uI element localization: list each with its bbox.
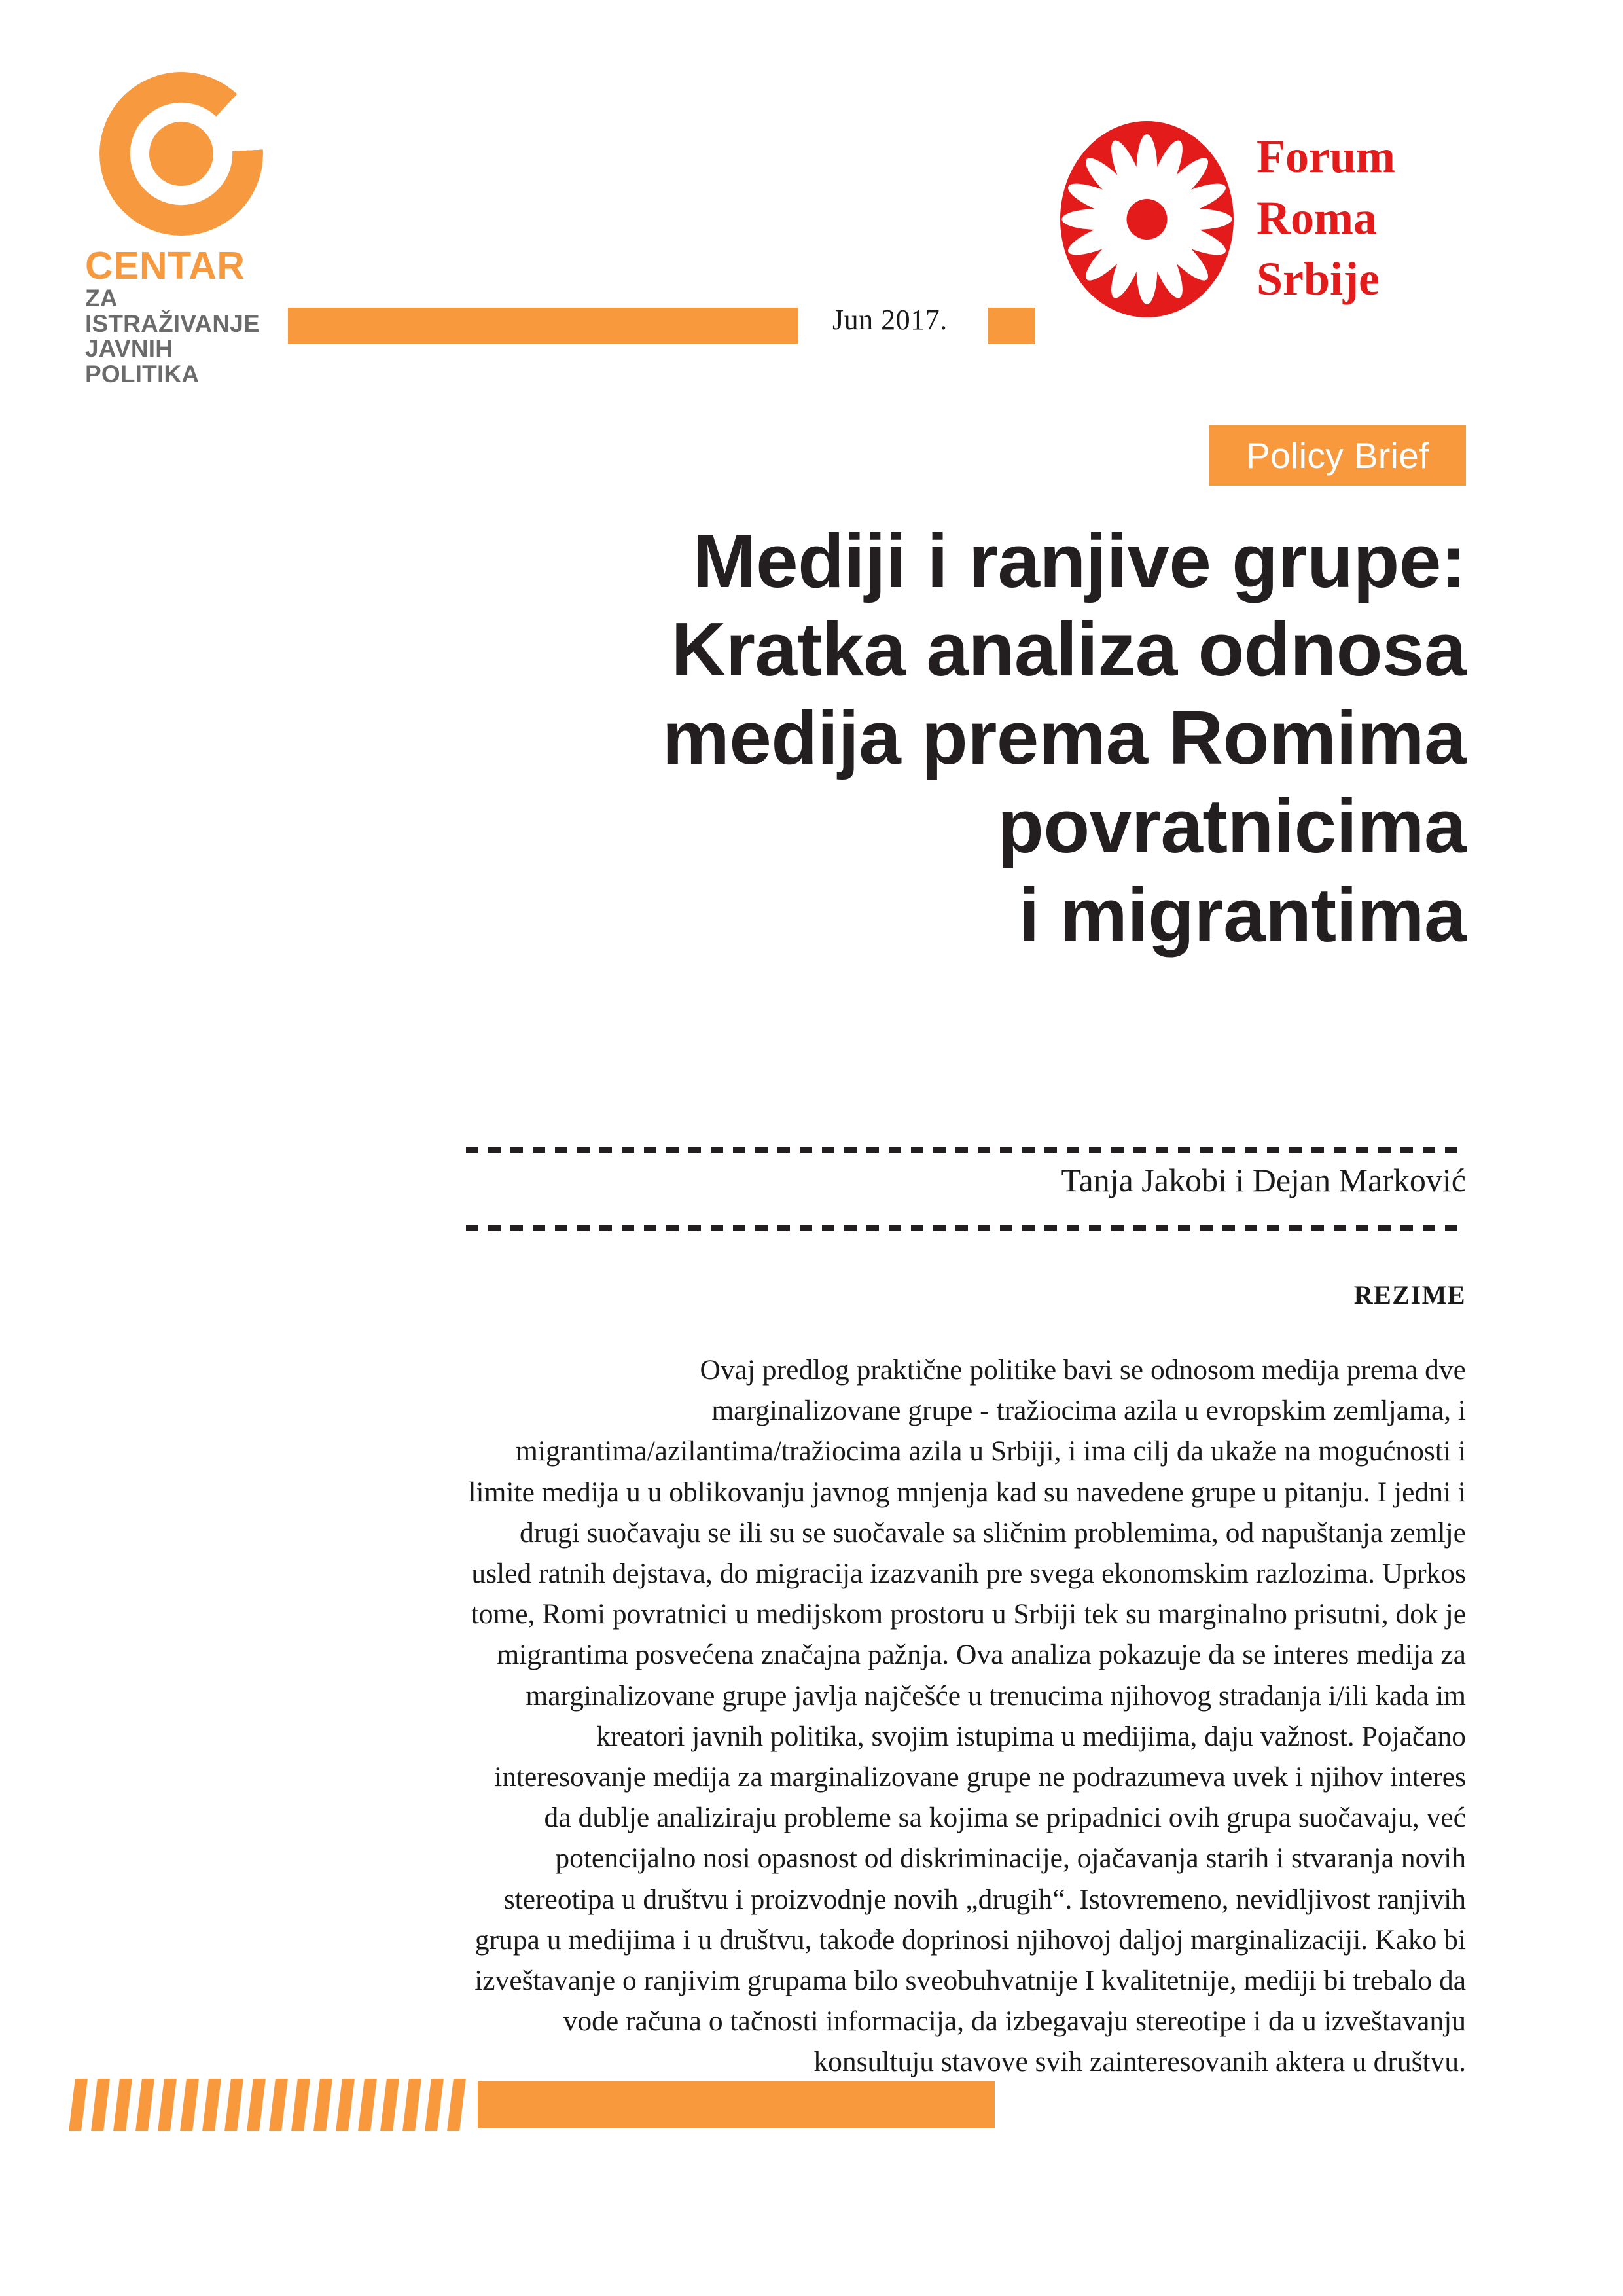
centar-c-mark-icon [99,72,263,236]
footer-stripe [247,2079,266,2131]
centar-logo [85,72,288,387]
title-line-2: Kratka analiza odnosa [671,607,1466,692]
page-title [366,517,1466,960]
frs-line-2: Roma [1257,191,1377,244]
footer-stripe [69,2079,88,2131]
footer-stripe [158,2079,177,2131]
abstract-body: Ovaj predlog praktične politike bavi se odnosom medija prema dve marginalizovane grupe - tražiocima azila u evropskim zemljama, i migrantima/azilantima/tražiocima azila u Srbiji, i ima cilj da ukaže na mogućnosti i limite medija u u oblikovanju javnog mnjenja kad su navedene grupe u pitanju. I jedni i drugi suočavaju se ili su se suočavale sa sličnim problemima, od napuštanja zemlje usled ratnih dejstava, do migracija izazvanih pre svega ekonomskim razlozima. Uprkos tome, Romi povratnici u medijskom prostoru u Srbiji tek su marginalno prisutni, dok je migrantima posvećena značajna pažnja. Ova analiza pokazuje da se interes medija za marginalizovane grupe javlja najčešće u trenucima njihovog stradanja i/ili kada im kreatori javnih politika, svojim istupima u medijima, daju važnost. Pojačano interesovanje medija za marginalizovane grupe ne podrazumeva uvek i njihov interes da dublje analiziraju probleme sa kojima se pripadnici ovih grupa suočavaju, već potencijalno nosi opasnost od diskriminacije, ojačavanja starih i stvaranja novih stereotipa u društvu i proizvodnje novih „drugih“. Istovremeno, nevidljivost ranjivih grupa u medijima i u društvu, takođe doprinosi njihovoj daljoj marginalizaciji. Kako bi izveštavanje o ranjivim grupama bilo sveobuhvatnije I kvalitetnije, mediji bi trebalo da vode računa o tačnosti informacija, da izbegavaju stereotipe i da u izveštavanju konsultuju stavove svih zainteresovanih aktera u društvu. [468,1354,1466,2078]
header-accent-bar-short [988,308,1035,344]
footer-stripe [224,2079,243,2131]
page-header [0,0,1623,387]
header-accent-bar-long [288,308,798,344]
centar-wordmark [85,246,288,387]
frs-wordmark [1257,126,1395,310]
forum-roma-srbije-logo [1060,121,1518,337]
title-line-1: Mediji i ranjive grupe: [693,518,1466,603]
footer-stripe [135,2079,154,2131]
footer-stripe [313,2079,332,2131]
footer-stripe [336,2079,355,2131]
divider-dashed-top [466,1147,1466,1153]
frs-line-3: Srbije [1257,253,1380,306]
footer-decoration [72,2081,995,2128]
title-line-4: povratnicima [997,783,1466,869]
footer-stripe [91,2079,110,2131]
publication-date: Jun 2017. [832,304,948,336]
footer-stripe [291,2079,310,2131]
footer-solid-bar [478,2081,995,2128]
centar-word-sub-2: JAVNIH POLITIKA [85,335,200,387]
c-center-dot-shape [149,122,213,186]
footer-stripe [202,2079,221,2131]
centar-word-main: CENTAR [85,244,245,287]
divider-dashed-bottom [466,1225,1466,1231]
policy-brief-badge: Policy Brief [1209,425,1466,486]
abstract-heading: REZIME [1353,1280,1466,1310]
footer-stripe [402,2079,421,2131]
romani-wheel-icon [1060,121,1234,317]
footer-stripe [358,2079,377,2131]
footer-stripe [180,2079,199,2131]
centar-word-sub-1: ZA ISTRAŽIVANJE [85,285,260,337]
title-line-3: medija prema Romima [662,695,1466,781]
footer-stripe [447,2079,466,2131]
footer-stripe [425,2079,444,2131]
frs-line-1: Forum [1257,130,1395,183]
authors-line: Tanja Jakobi i Dejan Marković [1061,1162,1466,1198]
title-line-5: i migrantima [1018,872,1466,958]
footer-stripe-group [72,2081,481,2128]
footer-stripe [113,2079,132,2131]
footer-stripe [380,2079,399,2131]
footer-stripe [269,2079,288,2131]
